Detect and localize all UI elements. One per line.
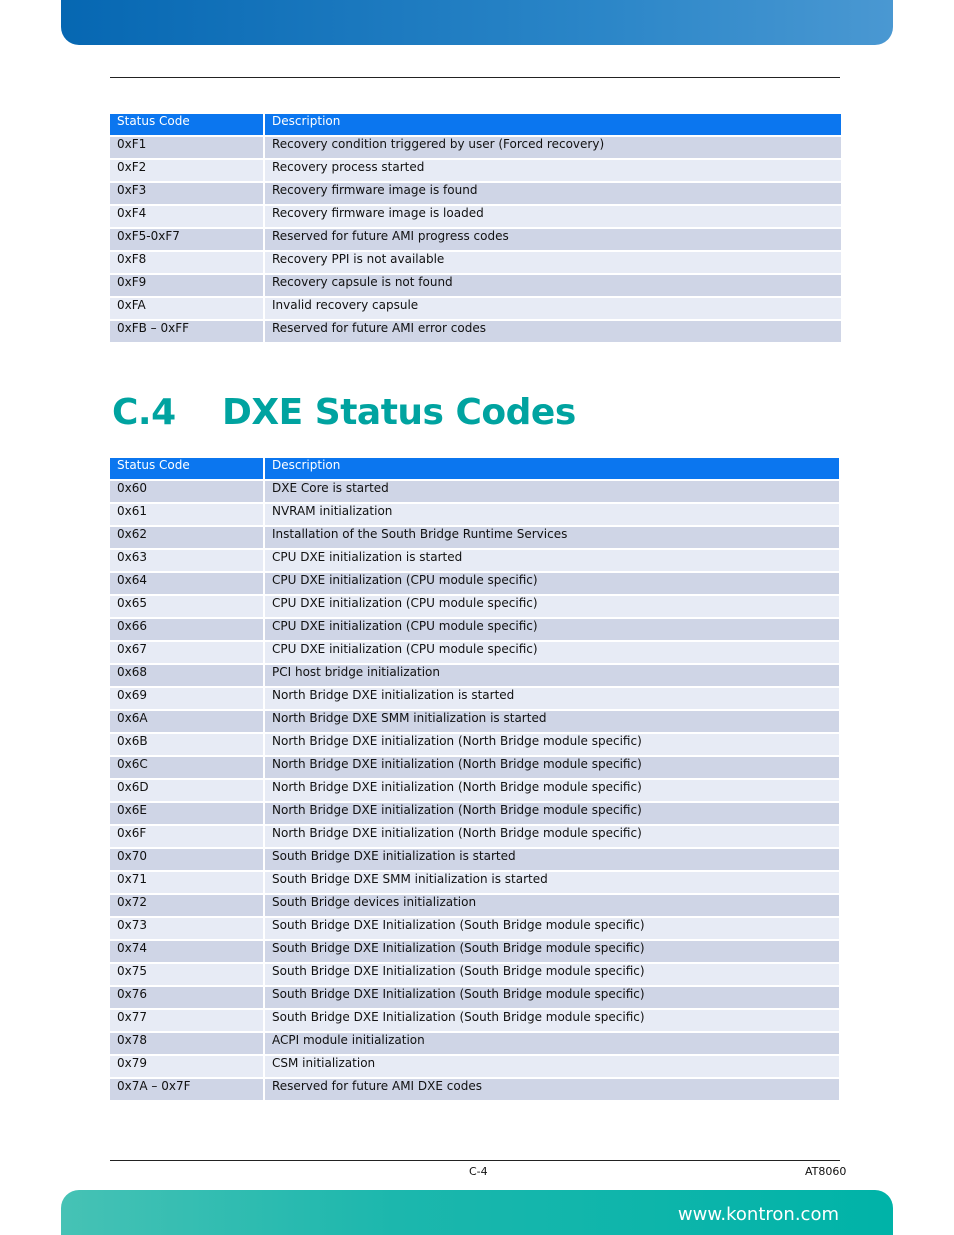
status-code-cell: 0x66 — [110, 619, 265, 642]
status-code-cell: 0x7A – 0x7F — [110, 1079, 265, 1102]
description-cell: CPU DXE initialization is started — [265, 550, 839, 573]
description-cell: DXE Core is started — [265, 481, 839, 504]
description-cell: Reserved for future AMI progress codes — [265, 229, 841, 252]
description-cell: North Bridge DXE initialization (North Bridge module specific) — [265, 803, 839, 826]
description-cell: South Bridge devices initialization — [265, 895, 839, 918]
table-row — [110, 757, 839, 780]
status-code-cell: 0x76 — [110, 987, 265, 1010]
table-row — [110, 160, 841, 183]
table-row — [110, 711, 839, 734]
status-code-cell: 0x63 — [110, 550, 265, 573]
description-cell: South Bridge DXE Initialization (South Bridge module specific) — [265, 941, 839, 964]
column-header-description: Description — [265, 114, 841, 137]
dxe-status-table — [110, 458, 839, 1102]
section-number: C.4 — [112, 392, 176, 433]
table-row — [110, 1079, 839, 1102]
description-cell: Recovery firmware image is found — [265, 183, 841, 206]
status-code-cell: 0x79 — [110, 1056, 265, 1079]
description-cell: Reserved for future AMI DXE codes — [265, 1079, 839, 1102]
column-header-description: Description — [265, 458, 839, 481]
recovery-status-table — [110, 114, 841, 344]
table-row — [110, 987, 839, 1010]
table-row — [110, 964, 839, 987]
description-cell: CPU DXE initialization (CPU module specific) — [265, 573, 839, 596]
document-id: AT8060 — [805, 1165, 847, 1178]
table-row — [110, 688, 839, 711]
description-cell: North Bridge DXE initialization (North Bridge module specific) — [265, 780, 839, 803]
status-code-cell: 0x6D — [110, 780, 265, 803]
table-row — [110, 596, 839, 619]
description-cell: South Bridge DXE initialization is started — [265, 849, 839, 872]
status-code-cell: 0xF4 — [110, 206, 265, 229]
status-code-cell: 0x6A — [110, 711, 265, 734]
status-code-cell: 0x77 — [110, 1010, 265, 1033]
table-row — [110, 321, 841, 344]
status-code-cell: 0x6F — [110, 826, 265, 849]
table-header-row — [110, 458, 839, 481]
status-code-cell: 0x74 — [110, 941, 265, 964]
footer-rule — [110, 1160, 840, 1161]
status-code-cell: 0xF3 — [110, 183, 265, 206]
table-row — [110, 137, 841, 160]
status-code-cell: 0x62 — [110, 527, 265, 550]
table-row — [110, 665, 839, 688]
table-row — [110, 527, 839, 550]
header-rule — [110, 77, 840, 78]
header-banner — [61, 0, 893, 45]
footer-banner — [61, 1190, 893, 1235]
status-code-cell: 0x6B — [110, 734, 265, 757]
status-code-cell: 0x78 — [110, 1033, 265, 1056]
status-code-cell: 0x69 — [110, 688, 265, 711]
status-code-cell: 0x61 — [110, 504, 265, 527]
status-code-cell: 0x65 — [110, 596, 265, 619]
table-row — [110, 573, 839, 596]
table-row — [110, 826, 839, 849]
website-link[interactable]: www.kontron.com — [677, 1204, 839, 1225]
table-row — [110, 619, 839, 642]
table-row — [110, 298, 841, 321]
table-row — [110, 941, 839, 964]
description-cell: ACPI module initialization — [265, 1033, 839, 1056]
description-cell: South Bridge DXE Initialization (South Bridge module specific) — [265, 987, 839, 1010]
status-code-cell: 0x75 — [110, 964, 265, 987]
table-row — [110, 849, 839, 872]
description-cell: South Bridge DXE SMM initialization is started — [265, 872, 839, 895]
column-header-status-code: Status Code — [110, 114, 265, 137]
table-row — [110, 206, 841, 229]
description-cell: North Bridge DXE initialization (North Bridge module specific) — [265, 757, 839, 780]
status-code-cell: 0x67 — [110, 642, 265, 665]
status-code-cell: 0x71 — [110, 872, 265, 895]
status-code-cell: 0xF9 — [110, 275, 265, 298]
status-code-cell: 0x60 — [110, 481, 265, 504]
description-cell: PCI host bridge initialization — [265, 665, 839, 688]
description-cell: North Bridge DXE SMM initialization is started — [265, 711, 839, 734]
table-row — [110, 734, 839, 757]
description-cell: Recovery firmware image is loaded — [265, 206, 841, 229]
description-cell: North Bridge DXE initialization is started — [265, 688, 839, 711]
table-header-row — [110, 114, 841, 137]
section-title: DXE Status Codes — [222, 392, 576, 433]
column-header-status-code: Status Code — [110, 458, 265, 481]
description-cell: North Bridge DXE initialization (North Bridge module specific) — [265, 826, 839, 849]
status-code-cell: 0x73 — [110, 918, 265, 941]
table-row — [110, 642, 839, 665]
description-cell: NVRAM initialization — [265, 504, 839, 527]
table-row — [110, 481, 839, 504]
table-row — [110, 780, 839, 803]
table-row — [110, 183, 841, 206]
status-code-cell: 0xF2 — [110, 160, 265, 183]
status-code-cell: 0x6C — [110, 757, 265, 780]
table-row — [110, 1056, 839, 1079]
table-row — [110, 918, 839, 941]
table-row — [110, 1010, 839, 1033]
table-row — [110, 229, 841, 252]
table-row — [110, 895, 839, 918]
status-code-cell: 0x6E — [110, 803, 265, 826]
status-code-cell: 0xF1 — [110, 137, 265, 160]
description-cell: CPU DXE initialization (CPU module specific) — [265, 596, 839, 619]
table-row — [110, 872, 839, 895]
description-cell: Invalid recovery capsule — [265, 298, 841, 321]
description-cell: Reserved for future AMI error codes — [265, 321, 841, 344]
table-row — [110, 550, 839, 573]
description-cell: Recovery PPI is not available — [265, 252, 841, 275]
table-row — [110, 252, 841, 275]
description-cell: CSM initialization — [265, 1056, 839, 1079]
description-cell: North Bridge DXE initialization (North Bridge module specific) — [265, 734, 839, 757]
status-code-cell: 0xF5-0xF7 — [110, 229, 265, 252]
description-cell: Installation of the South Bridge Runtime Services — [265, 527, 839, 550]
status-code-cell: 0xFB – 0xFF — [110, 321, 265, 344]
description-cell: South Bridge DXE Initialization (South Bridge module specific) — [265, 964, 839, 987]
description-cell: South Bridge DXE Initialization (South Bridge module specific) — [265, 1010, 839, 1033]
status-code-cell: 0xFA — [110, 298, 265, 321]
status-code-cell: 0x68 — [110, 665, 265, 688]
description-cell: Recovery capsule is not found — [265, 275, 841, 298]
status-code-cell: 0x72 — [110, 895, 265, 918]
description-cell: CPU DXE initialization (CPU module specific) — [265, 642, 839, 665]
status-code-cell: 0x70 — [110, 849, 265, 872]
status-code-cell: 0x64 — [110, 573, 265, 596]
description-cell: Recovery condition triggered by user (Forced recovery) — [265, 137, 841, 160]
description-cell: CPU DXE initialization (CPU module specific) — [265, 619, 839, 642]
table-row — [110, 275, 841, 298]
page-number: C-4 — [469, 1165, 488, 1178]
table-row — [110, 1033, 839, 1056]
description-cell: Recovery process started — [265, 160, 841, 183]
table-row — [110, 504, 839, 527]
status-code-cell: 0xF8 — [110, 252, 265, 275]
table-row — [110, 803, 839, 826]
description-cell: South Bridge DXE Initialization (South Bridge module specific) — [265, 918, 839, 941]
